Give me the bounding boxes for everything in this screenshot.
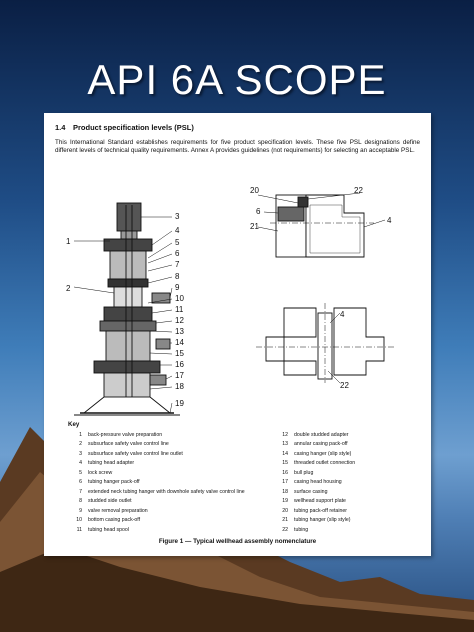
key-item: 4 tubing head adapter: [79, 460, 135, 467]
key-item: 15 threaded outlet connection: [282, 460, 356, 467]
key-item: 6 tubing hanger pack-off: [79, 479, 140, 486]
callout-22-bottom: 22: [340, 381, 349, 390]
document-page: [44, 113, 431, 556]
key-item: 1 back-pressure valve preparation: [79, 432, 163, 438]
key-list-left: [68, 431, 268, 535]
key-item: 5 lock screw: [79, 469, 113, 476]
callout-14: 14: [175, 338, 184, 347]
callout-8: 8: [175, 272, 180, 281]
callout-9: 9: [175, 283, 180, 292]
callout-7: 7: [175, 260, 180, 269]
callout-3: 3: [175, 212, 180, 221]
key-item: 21 tubing hanger (slip style): [282, 517, 351, 524]
key-item: 17 casing head housing: [282, 479, 342, 486]
key-item: 12 double studded adapter: [282, 432, 349, 438]
callout-13: 13: [175, 327, 184, 336]
key-list-right: [274, 431, 424, 535]
callout-19: 19: [175, 399, 184, 408]
key-item: 10 bottom casing pack-off: [76, 517, 141, 524]
callout-15: 15: [175, 349, 184, 358]
callout-2: 2: [66, 284, 71, 293]
callout-22-top: 22: [354, 186, 363, 195]
key-item: 3 subsurface safety valve control line outlet: [79, 450, 183, 457]
callout-21: 21: [250, 222, 259, 231]
key-item: 19 wellhead support plate: [282, 498, 346, 505]
key-item: 8 studded side outlet: [79, 498, 132, 505]
key-item: 22 tubing: [282, 526, 309, 533]
slide-title: API 6A SCOPE: [87, 56, 387, 103]
key-item: 20 tubing pack-off retainer: [282, 507, 347, 514]
figure-caption: Figure 1 — Typical wellhead assembly nomenclature: [158, 538, 317, 545]
key-item: 14 casing hanger (slip style): [282, 450, 352, 457]
key-item: 11 tubing head spool: [76, 526, 129, 533]
callout-4: 4: [175, 226, 180, 235]
callout-4-top: 4: [387, 216, 392, 225]
key-item: 7 extended neck tubing hanger with downhole safety valve control line: [79, 488, 245, 495]
section-number: 1.4: [55, 123, 66, 132]
callout-1: 1: [66, 237, 71, 246]
key-item: 13 annular casing pack-off: [282, 441, 348, 448]
key-item: 16 bull plug: [282, 469, 314, 476]
key-title: Key: [68, 421, 80, 428]
callout-4-bottom: 4: [340, 310, 345, 319]
section-title: Product specification levels (PSL): [73, 123, 194, 132]
key-item: 18 surface casing: [282, 488, 328, 495]
callout-16: 16: [175, 360, 184, 369]
callout-11: 11: [175, 305, 184, 314]
callout-12: 12: [175, 316, 184, 325]
callout-6: 6: [175, 249, 180, 258]
callout-20: 20: [250, 186, 259, 195]
callout-5: 5: [175, 238, 180, 247]
callout-17: 17: [175, 371, 184, 380]
callout-10: 10: [175, 294, 184, 303]
callout-18: 18: [175, 382, 184, 391]
key-item: 9 valve removal preparation: [79, 507, 148, 514]
callout-6-detail: 6: [256, 207, 261, 216]
section-paragraph: This International Standard establishes requirements for five product specification levels. These five PSL designations define different levels of technical quality requirements. Annex A provides guidelines (not requirements) for selecting an acceptable PSL.: [55, 139, 420, 155]
key-item: 2 subsurface safety valve control line: [79, 441, 169, 448]
